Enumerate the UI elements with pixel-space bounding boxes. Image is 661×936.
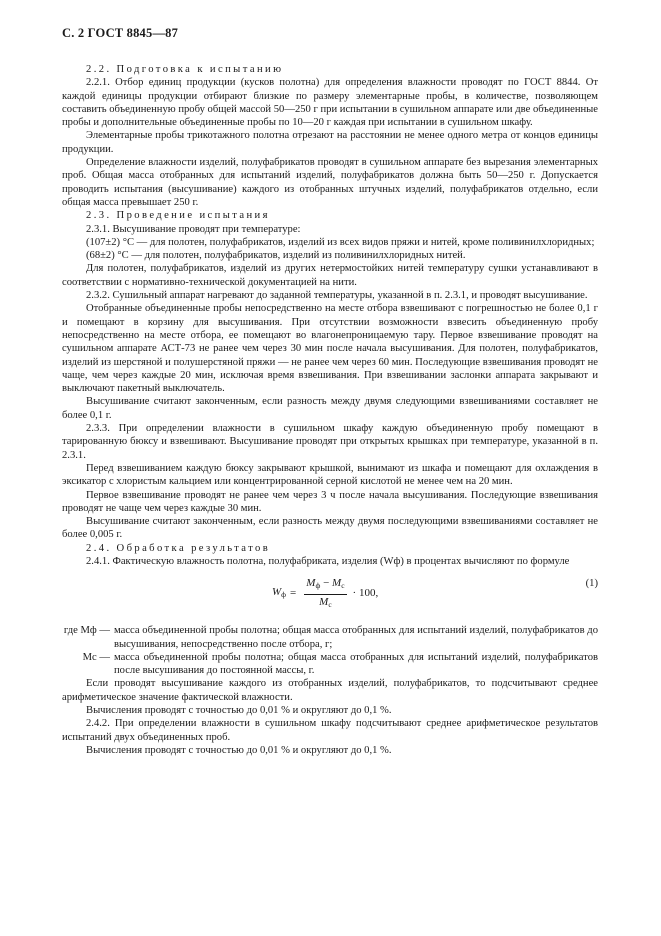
paragraph-other-threads: Для полотен, полуфабрикатов, изделий из других нетермостойких нитей температуру сушки устанавливают в соответствии с нормативно-технической документацией на нити. [62,263,598,288]
legend-text-mf: масса объединенной пробы полотна; общая масса отобранных для испытаний изделий, полуфабрикатов до высушивания, непосредственно после отбора, г; [114,625,598,650]
legend-label-mc: Mс — [82,651,110,663]
paragraph-precision-1: Вычисления проводят с точностью до 0,01 % и округляют до 0,1 %. [86,705,392,717]
paragraph-temperature-107: (107±2) °С — для полотен, полуфабрикатов, изделий из всех видов пряжи и нитей, кроме поливинилхлоридных; [86,236,595,248]
paragraph-2-2-1: 2.2.1. Отбор единиц продукции (кусков полотна) для определения влажности проводят по ГОСТ 8844. От каждой единицы продукции отбирают близкие по размеру элементарные пробы, в количестве, позволяющем составить объединенную пробу общей массой 50—250 г при испытании в сушильном аппарате или две объединенные пробы и дополнительные объединенные пробы по 10—20 г каждая при испытании в сушильном шкафу. [62,77,598,129]
paragraph-weighing: Отобранные объединенные пробы непосредственно на месте отбора взвешивают с погрешностью не более 0,1 г и помещают в корзину для высушивания. При отсутствии возможности взвесить объединенную пробу непосредственно на месте отбора, ее помещают во влагонепроницаемую тару. Первое взвешивание проводят на сушильном аппарате АСТ-73 не ранее чем через 30 мин после начала высушивания. Для полотен, полуфабрикатов, изделий из шерстяной и полушерстяной пряжи — не ранее чем через 60 мин. Последующие взвешивания проводят не чаще, чем через каждые 20 мин, исключая время взвешивания. При взвешивании заслонки аппарата закрывают и выключают пакетный выключатель. [62,303,598,395]
document-body [62,63,598,757]
formula-number: (1) [585,578,598,590]
paragraph-first-weighing: Первое взвешивание проводят не ранее чем через 3 ч после начала высушивания. Последующие взвешивания проводят не чаще чем через каждые 30 мин. [62,489,598,514]
formula-denominator: $M_с$ [319,595,332,609]
paragraph-2-3-2: 2.3.2. Сушильный аппарат нагревают до заданной температуры, указанной в п. 2.3.1, и проводят высушивание. [86,290,588,302]
legend-label-mf: где Mф — [63,625,110,637]
paragraph-elementary-samples: Элементарные пробы трикотажного полотна отрезают на расстоянии не менее одного метра от концов единицы продукции. [62,130,598,155]
formula-fraction [304,577,346,611]
formula-multiplier: · 100, [352,587,379,600]
formula-1 [62,571,598,621]
formula-lhs: $W_ф$ [272,586,287,600]
formula-legend [62,624,598,677]
section-2-4-title: 2.4. Обработка результатов [86,542,271,554]
document-page [62,26,598,757]
paragraph-2-3-3: 2.3.3. При определении влажности в сушильном шкафу каждую объединенную пробу помещают в тарированную бюксу и взвешивают. Высушивание проводят при открытых крышках при температуре, указанной в п. 2.3.1. [62,423,598,461]
formula-numerator: $M_ф - M_с$ [304,577,346,594]
paragraph-2-4-1: 2.4.1. Фактическую влажность полотна, полуфабриката, изделия (Wф) в процентах вычисляют по формуле [86,555,570,567]
paragraph-cooling: Перед взвешиванием каждую бюксу закрывают крышкой, вынимают из шкафа и помещают для охлаждения в эксикатор с хлористым кальцием или концентрированной серной кислотой не менее чем на 20 мин. [62,462,598,488]
formula-expression [272,577,378,611]
paragraph-products-moisture: Определение влажности изделий, полуфабрикатов проводят в сушильном аппарате без вырезания элементарных проб. Общая масса отобранных для испытаний изделий, полуфабрикатов должна быть 50—250 г. Допускается проводить испытания (высушивание) каждого из отобранных штучных изделий, полуфабрикатов отдельно, если общая масса превышает 250 г. [62,157,598,208]
formula-equals: = [290,587,297,600]
paragraph-temperature-68: (68±2) °С — для полотен, полуфабрикатов, изделий из поливинилхлоридных нитей. [86,250,466,262]
paragraph-2-4-2: 2.4.2. При определении влажности в сушильном шкафу подсчитывают среднее арифметическое результатов испытаний двух объединенных проб. [62,718,598,743]
paragraph-2-3-1: 2.3.1. Высушивание проводят при температуре: [86,223,301,235]
paragraph-drying-complete-2: Высушивание считают законченным, если разность между двумя последующими взвешиваниями составляет не более 0,005 г. [62,516,598,541]
paragraph-precision-2: Вычисления проводят с точностью до 0,01 % и округляют до 0,1 %. [86,744,392,756]
paragraph-average: Если проводят высушивание каждого из отобранных изделий, полуфабрикатов, то подсчитывают среднее арифметическое значение фактической влажности. [62,678,598,703]
section-2-3-title: 2.3. Проведение испытания [86,210,270,222]
legend-text-mc: масса объединенной пробы полотна; общая масса отобранных для испытаний изделий, полуфабрикатов после высушивания до постоянной массы, г. [114,651,598,677]
paragraph-drying-complete-1: Высушивание считают законченным, если разность между двумя следующими взвешиваниями составляет не более 0,1 г. [62,396,598,421]
page-header: С. 2 ГОСТ 8845—87 [62,26,179,40]
section-2-2-title: 2.2. Подготовка к испытанию [86,64,284,75]
